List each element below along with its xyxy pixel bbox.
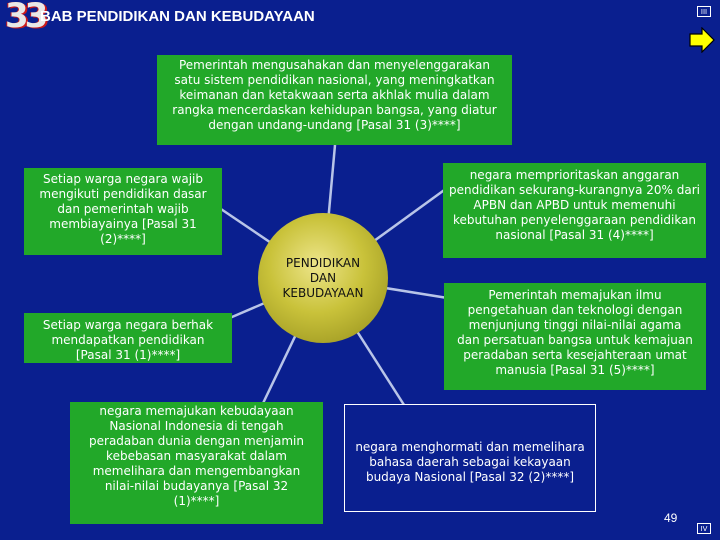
box-pasal-31-5: Pemerintah memajukan ilmu pengetahuan dan teknologi dengan menjunjung tinggi nilai-nilai agama dan persatuan bangsa untuk kemajuan peradaban serta kesejahteraan umat manusia [Pasal 31 (5)****] (444, 283, 706, 390)
box-pasal-31-3: Pemerintah mengusahakan dan menyelenggarakan satu sistem pendidikan nasional, yang meningkatkan keimanan dan ketakwaan serta akhlak mulia dalam rangka mencerdaskan kehidupan bangsa, yang diatur dengan undang-undang [Pasal 31 (3)****] (157, 55, 512, 145)
box-pasal-32-2: negara menghormati dan memelihara bahasa daerah sebagai kekayaan budaya Nasional [Pasal 32 (2)****] (344, 404, 596, 512)
nav-previous-button[interactable]: III (697, 6, 711, 17)
box-pasal-31-4: negara memprioritaskan anggaran pendidikan sekurang-kurangnya 20% dari APBN dan APBD untuk memenuhi kebutuhan penyelenggaraan pendidikan nasional [Pasal 31 (4)****] (443, 163, 706, 258)
page-title: BAB PENDIDIKAN DAN KEBUDAYAAN (40, 8, 315, 25)
box-pasal-31-1: Setiap warga negara berhak mendapatkan pendidikan [Pasal 31 (1)****] (24, 313, 232, 363)
center-topic-label: PENDIDIKAN DAN KEBUDAYAAN (282, 255, 364, 300)
box-pasal-32-1: negara memajukan kebudayaan Nasional Indonesia di tengah peradaban dunia dengan menjamin kebebasan masyarakat dalam memelihara dan mengembangkan nilai-nilai budayanya [Pasal 32 (1)****] (70, 402, 323, 524)
nav-next-button[interactable]: IV (697, 523, 711, 534)
center-topic-circle (258, 213, 388, 343)
chapter-number-logo: 33 (5, 0, 45, 36)
arrow-right-icon[interactable] (689, 27, 715, 53)
page-number: 49 (664, 511, 678, 525)
box-pasal-31-2: Setiap warga negara wajib mengikuti pendidikan dasar dan pemerintah wajib membiayainya [Pasal 31 (2)****] (24, 168, 222, 255)
